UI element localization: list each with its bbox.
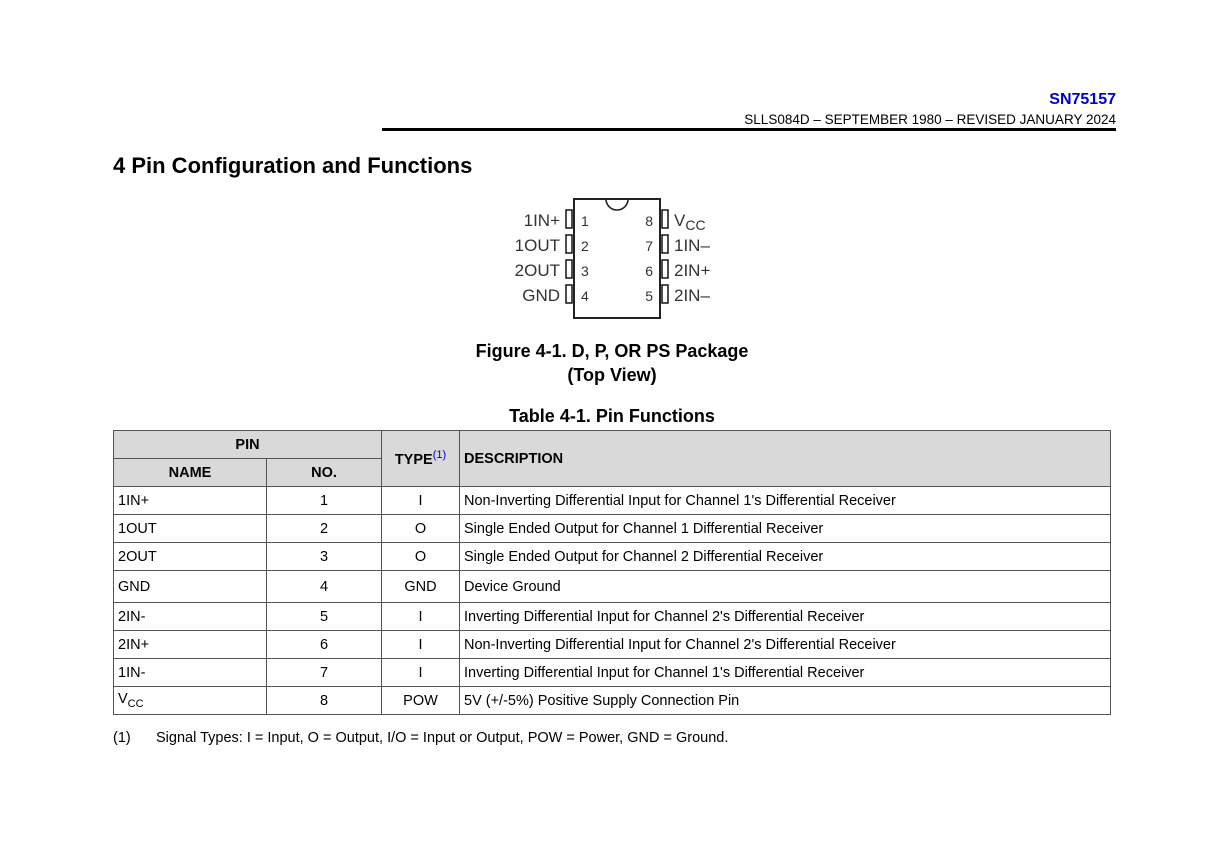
header-doc-info: SLLS084D – SEPTEMBER 1980 – REVISED JANUARY 2024 [744, 112, 1116, 127]
pin-stub [662, 285, 668, 303]
table-row [114, 571, 1111, 603]
header-rule [382, 128, 1116, 131]
header-type-label: TYPE [394, 451, 433, 468]
pin-stub [662, 210, 668, 228]
pin-stub [662, 235, 668, 253]
cell-description: Device Ground [460, 571, 1111, 603]
cell-name [114, 687, 267, 715]
pin-number: 5 [645, 288, 653, 304]
section-title: 4 Pin Configuration and Functions [113, 153, 473, 178]
cell-name-subscript: CC [127, 697, 144, 710]
pin-number: 4 [581, 288, 589, 304]
pin-name: 2OUT [514, 261, 560, 280]
cell-name: GND [114, 571, 267, 603]
cell-name: 2OUT [114, 543, 267, 571]
cell-type: I [382, 603, 460, 631]
table-row [114, 515, 1111, 543]
cell-name: 2IN- [114, 603, 267, 631]
pinout-diagram [480, 195, 750, 325]
pin-number: 6 [645, 263, 653, 279]
pin-name-subscript: CC [685, 217, 706, 233]
header-pin: PIN [114, 431, 382, 459]
header-type [382, 431, 460, 487]
header-description: DESCRIPTION [460, 431, 1111, 487]
table-title: Table 4-1. Pin Functions [509, 406, 715, 426]
pin-number: 1 [581, 213, 589, 229]
cell-type: O [382, 543, 460, 571]
pin-name: 2IN– [674, 286, 710, 305]
cell-name: 1IN- [114, 659, 267, 687]
cell-name-main: V [118, 691, 128, 708]
pin-name: 1OUT [514, 236, 560, 255]
figure-caption-line2: (Top View) [567, 365, 657, 385]
cell-no: 2 [267, 515, 382, 543]
cell-description: Inverting Differential Input for Channel 2's Differential Receiver [460, 603, 1111, 631]
pin-stub [566, 210, 572, 228]
pin-number: 3 [581, 263, 589, 279]
pin-number: 2 [581, 238, 589, 254]
pin-name: GND [522, 286, 560, 305]
cell-type: O [382, 515, 460, 543]
cell-no: 8 [267, 687, 382, 715]
cell-description: Non-Inverting Differential Input for Channel 1's Differential Receiver [460, 487, 1111, 515]
footnote [113, 730, 728, 746]
figure-caption [0, 339, 1224, 387]
cell-no: 3 [267, 543, 382, 571]
footnote-text: Signal Types: I = Input, O = Output, I/O = Input or Output, POW = Power, GND = Ground. [156, 730, 729, 746]
cell-type: POW [382, 687, 460, 715]
cell-type: I [382, 487, 460, 515]
pin-name: 1IN– [674, 236, 710, 255]
cell-no: 7 [267, 659, 382, 687]
pin-stub [566, 285, 572, 303]
pin-stub [662, 260, 668, 278]
cell-description: 5V (+/-5%) Positive Supply Connection Pin [460, 687, 1111, 715]
table-row [114, 487, 1111, 515]
pin-number: 7 [645, 238, 653, 254]
pin-name: 1IN+ [523, 211, 560, 230]
pin-stub [566, 235, 572, 253]
pin-name: V [674, 211, 686, 230]
cell-description: Inverting Differential Input for Channel 1's Differential Receiver [460, 659, 1111, 687]
cell-name: 2IN+ [114, 631, 267, 659]
pin-name: 2IN+ [674, 261, 711, 280]
pin-name-vcc [674, 211, 706, 233]
cell-description: Single Ended Output for Channel 1 Differential Receiver [460, 515, 1111, 543]
cell-no: 4 [267, 571, 382, 603]
pin-number: 8 [645, 213, 653, 229]
table-row [114, 687, 1111, 715]
cell-type: I [382, 659, 460, 687]
cell-name: 1IN+ [114, 487, 267, 515]
cell-description: Single Ended Output for Channel 2 Differential Receiver [460, 543, 1111, 571]
cell-type: I [382, 631, 460, 659]
cell-no: 1 [267, 487, 382, 515]
table-row [114, 659, 1111, 687]
footnote-link[interactable]: (1) [432, 449, 447, 462]
table-row [114, 543, 1111, 571]
cell-type: GND [382, 571, 460, 603]
pin-functions-table [113, 430, 1111, 715]
header-name: NAME [114, 459, 267, 487]
cell-no: 6 [267, 631, 382, 659]
footnote-mark: (1) [113, 730, 131, 746]
table-row [114, 631, 1111, 659]
header-part-number: SN75157 [1049, 91, 1116, 108]
table-row [114, 603, 1111, 631]
cell-no: 5 [267, 603, 382, 631]
header-no: NO. [267, 459, 382, 487]
cell-description: Non-Inverting Differential Input for Channel 2's Differential Receiver [460, 631, 1111, 659]
cell-name: 1OUT [114, 515, 267, 543]
pin-stub [566, 260, 572, 278]
figure-caption-line1: Figure 4-1. D, P, OR PS Package [475, 341, 749, 361]
